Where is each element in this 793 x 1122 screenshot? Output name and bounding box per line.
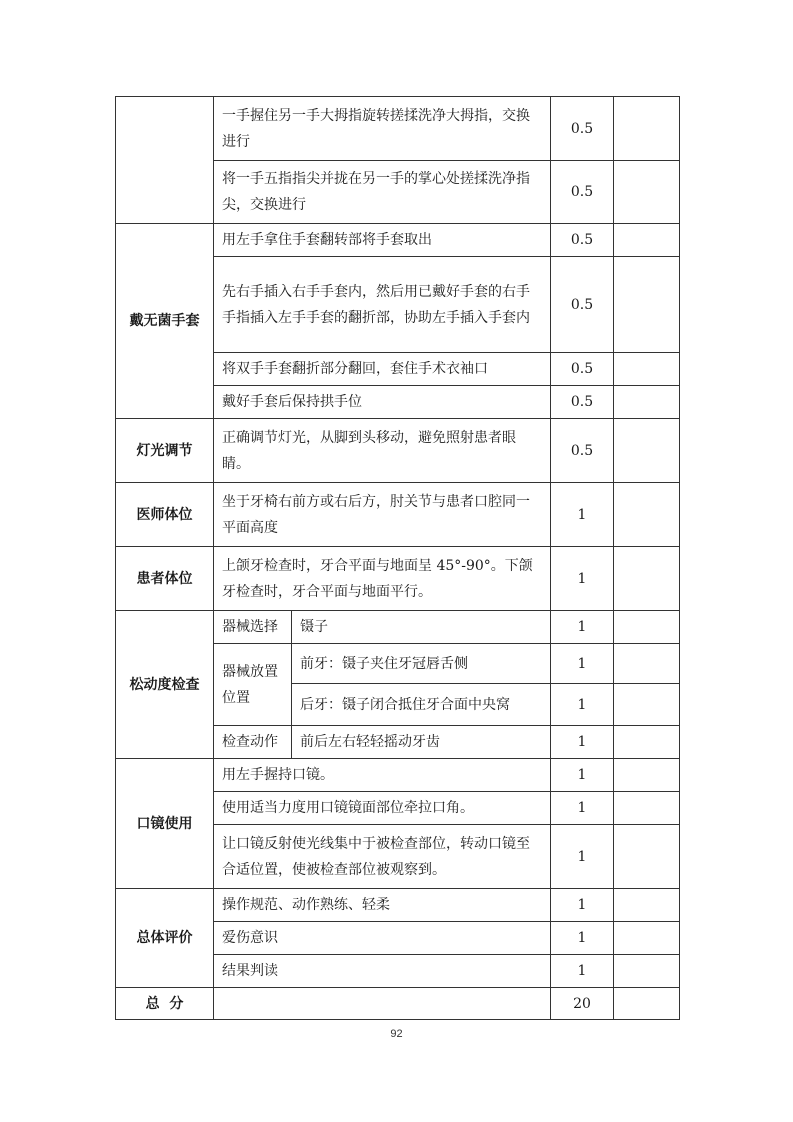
item-text: 正确调节灯光，从脚到头移动，避免照射患者眼睛。 xyxy=(214,419,551,483)
item-text: 操作规范、动作熟练、轻柔 xyxy=(214,889,551,922)
deduction-cell[interactable] xyxy=(614,825,680,889)
score-value: 1 xyxy=(551,726,614,759)
deduction-cell[interactable] xyxy=(614,684,680,726)
item-text: 让口镜反射使光线集中于被检查部位，转动口镜至合适位置，使被检查部位被观察到。 xyxy=(214,825,551,889)
table-row xyxy=(116,759,680,792)
item-text: 用左手拿住手套翻转部将手套取出 xyxy=(214,224,551,257)
item-text: 将双手手套翻折部分翻回，套住手术衣袖口 xyxy=(214,353,551,386)
score-value: 1 xyxy=(551,483,614,547)
score-value: 1 xyxy=(551,644,614,684)
item-text: 爱伤意识 xyxy=(214,922,551,955)
score-value: 1 xyxy=(551,547,614,611)
category-mirror: 口镜使用 xyxy=(116,759,214,889)
scoring-table xyxy=(115,96,680,1020)
deduction-cell[interactable] xyxy=(614,386,680,419)
score-value: 1 xyxy=(551,684,614,726)
deduction-cell[interactable] xyxy=(614,759,680,792)
deduction-cell[interactable] xyxy=(614,611,680,644)
score-value: 1 xyxy=(551,825,614,889)
total-score: 20 xyxy=(551,988,614,1020)
deduction-cell[interactable] xyxy=(614,547,680,611)
item-text: 先右手插入右手手套内，然后用已戴好手套的右手手指插入左手手套的翻折部，协助左手插入手套内 xyxy=(214,257,551,353)
item-text: 坐于牙椅右前方或右后方，肘关节与患者口腔同一平面高度 xyxy=(214,483,551,547)
score-value: 0.5 xyxy=(551,97,614,161)
category-gloves: 戴无菌手套 xyxy=(116,224,214,419)
item-text: 用左手握持口镜。 xyxy=(214,759,551,792)
category-patient-position: 患者体位 xyxy=(116,547,214,611)
item-text: 一手握住另一手大拇指旋转搓揉洗净大拇指，交换进行 xyxy=(214,97,551,161)
deduction-cell[interactable] xyxy=(614,97,680,161)
deduction-cell[interactable] xyxy=(614,161,680,224)
item-text: 后牙：镊子闭合抵住牙合面中央窝 xyxy=(292,684,551,726)
table-row-total xyxy=(116,988,680,1020)
item-text: 将一手五指指尖并拢在另一手的掌心处搓揉洗净指尖，交换进行 xyxy=(214,161,551,224)
score-value: 1 xyxy=(551,922,614,955)
category-mobility: 松动度检查 xyxy=(116,611,214,759)
deduction-cell[interactable] xyxy=(614,792,680,825)
deduction-cell[interactable] xyxy=(614,726,680,759)
item-text: 戴好手套后保持拱手位 xyxy=(214,386,551,419)
deduction-cell[interactable] xyxy=(614,988,680,1020)
table-row xyxy=(116,483,680,547)
category-cell-empty xyxy=(116,97,214,224)
category-doctor-position: 医师体位 xyxy=(116,483,214,547)
sub-label: 检查动作 xyxy=(214,726,292,759)
item-text: 结果判读 xyxy=(214,955,551,988)
item-text: 上颌牙检查时，牙合平面与地面呈 45°-90°。下颌牙检查时，牙合平面与地面平行。 xyxy=(214,547,551,611)
page-number: 92 xyxy=(390,1028,403,1040)
deduction-cell[interactable] xyxy=(614,483,680,547)
score-value: 0.5 xyxy=(551,419,614,483)
sub-label: 器械选择 xyxy=(214,611,292,644)
table-row xyxy=(116,97,680,161)
deduction-cell[interactable] xyxy=(614,353,680,386)
table-row xyxy=(116,547,680,611)
score-value: 0.5 xyxy=(551,257,614,353)
deduction-cell[interactable] xyxy=(614,955,680,988)
deduction-cell[interactable] xyxy=(614,644,680,684)
item-text: 镊子 xyxy=(292,611,551,644)
deduction-cell[interactable] xyxy=(614,224,680,257)
total-label: 总 分 xyxy=(116,988,214,1020)
score-value: 0.5 xyxy=(551,224,614,257)
table-row xyxy=(116,611,680,644)
total-empty-cell xyxy=(214,988,551,1020)
sub-label: 器械放置位置 xyxy=(214,644,292,726)
category-overall: 总体评价 xyxy=(116,889,214,988)
deduction-cell[interactable] xyxy=(614,922,680,955)
table-row xyxy=(116,889,680,922)
item-text: 使用适当力度用口镜镜面部位牵拉口角。 xyxy=(214,792,551,825)
deduction-cell[interactable] xyxy=(614,419,680,483)
score-value: 0.5 xyxy=(551,161,614,224)
score-value: 0.5 xyxy=(551,386,614,419)
deduction-cell[interactable] xyxy=(614,257,680,353)
score-value: 0.5 xyxy=(551,353,614,386)
score-value: 1 xyxy=(551,759,614,792)
table-row xyxy=(116,224,680,257)
score-value: 1 xyxy=(551,792,614,825)
table-row xyxy=(116,419,680,483)
score-value: 1 xyxy=(551,611,614,644)
score-value: 1 xyxy=(551,889,614,922)
category-light: 灯光调节 xyxy=(116,419,214,483)
score-value: 1 xyxy=(551,955,614,988)
item-text: 前牙：镊子夹住牙冠唇舌侧 xyxy=(292,644,551,684)
item-text: 前后左右轻轻摇动牙齿 xyxy=(292,726,551,759)
deduction-cell[interactable] xyxy=(614,889,680,922)
